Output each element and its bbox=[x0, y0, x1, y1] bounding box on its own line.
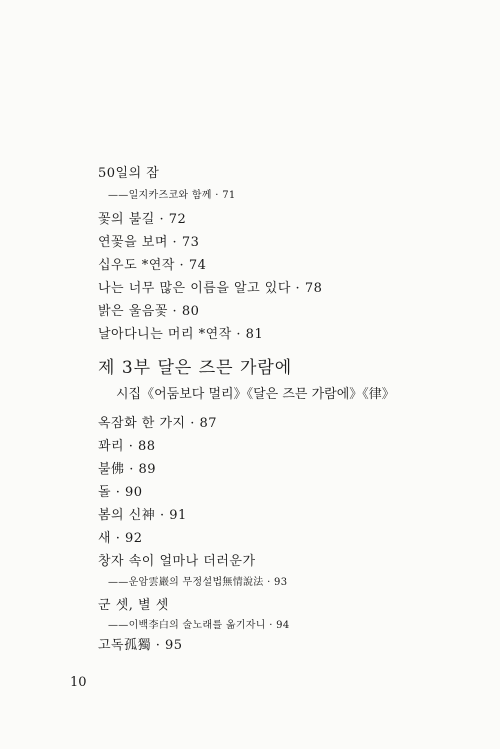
toc-entry: 날아다니는 머리 *연작 · 81 bbox=[98, 327, 264, 342]
toc-entry-subtitle: ——일지카즈코와 함께 · 71 bbox=[108, 190, 236, 201]
toc-entry: 창자 속이 얼마나 더러운가 bbox=[98, 554, 256, 569]
toc-entry-subtitle: ——운암雲巖의 무정설법無情說法 · 93 bbox=[108, 577, 288, 588]
part-subtitle: 시집《어둠보다 멀리》《달은 즈믄 가람에》《律》 bbox=[116, 387, 395, 402]
toc-entry: 돌 · 90 bbox=[98, 485, 143, 500]
toc-entry: 밝은 울음꽃 · 80 bbox=[98, 304, 200, 319]
toc-entry-subtitle: ——이백李白의 술노래를 옮기자니 · 94 bbox=[108, 620, 290, 631]
toc-entry-50-days-sleep: 50일의 잠 bbox=[98, 166, 160, 181]
toc-entry: 새 · 92 bbox=[98, 531, 143, 546]
toc-entry: 고독孤獨 · 95 bbox=[98, 638, 183, 653]
toc-entry: 나는 너무 많은 이름을 알고 있다 · 78 bbox=[98, 281, 323, 296]
toc-entry: 불佛 · 89 bbox=[98, 462, 156, 477]
toc-entry: 군 셋, 별 셋 bbox=[98, 598, 169, 613]
toc-entry: 봄의 신神 · 91 bbox=[98, 508, 187, 523]
toc-entry: 옥잠화 한 가지 · 87 bbox=[98, 416, 218, 431]
toc-entry: 십우도 *연작 · 74 bbox=[98, 258, 207, 273]
toc-entry: 꽈리 · 88 bbox=[98, 439, 156, 454]
toc-entry: 꽃의 불길 · 72 bbox=[98, 212, 187, 227]
part-title: 제 3부 달은 즈믄 가람에 bbox=[98, 358, 293, 378]
toc-entry: 연꽃을 보며 · 73 bbox=[98, 235, 200, 250]
page-number: 10 bbox=[70, 675, 87, 690]
